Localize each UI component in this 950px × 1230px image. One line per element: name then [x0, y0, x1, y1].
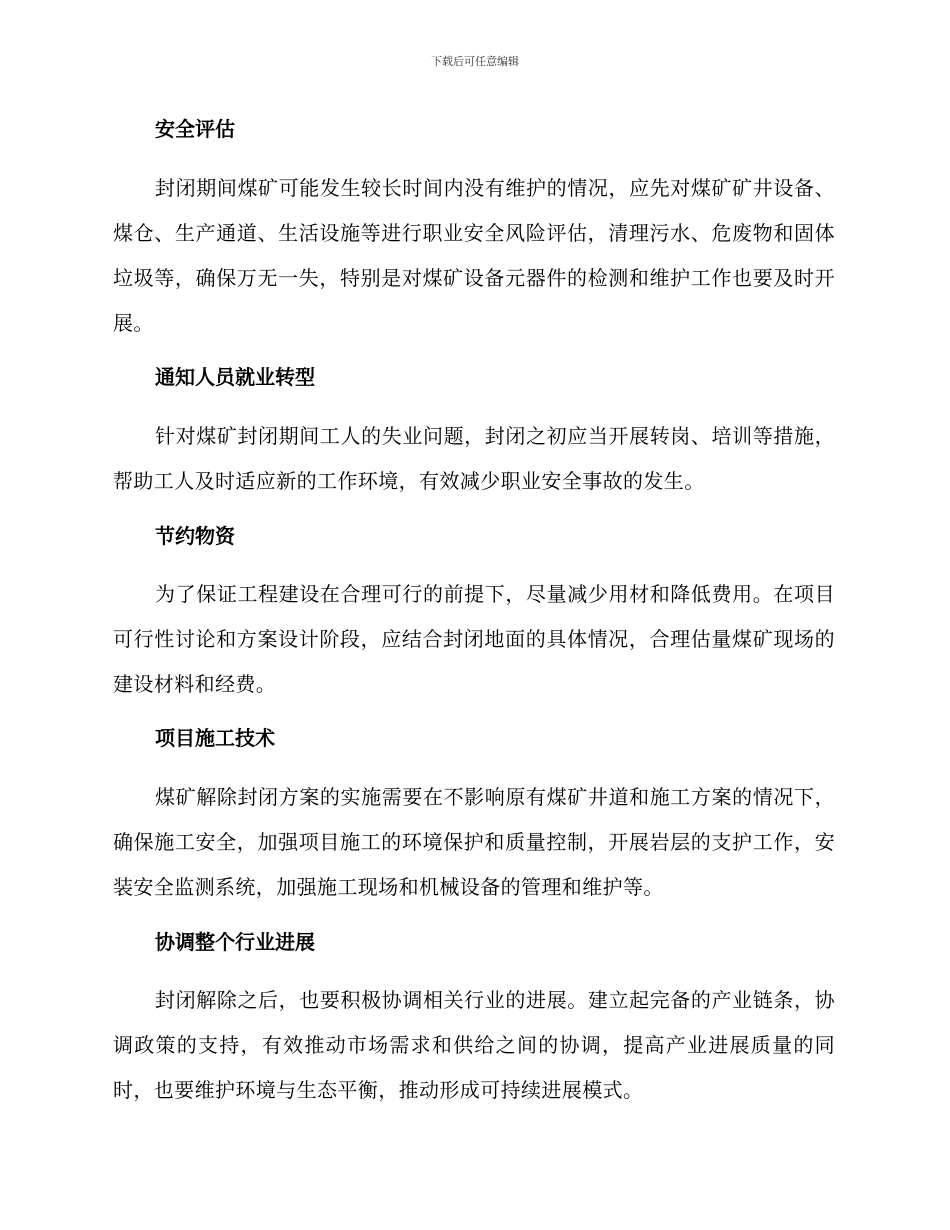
document-body	[113, 111, 835, 1113]
section-body-safety-assessment: 封闭期间煤矿可能发生较长时间内没有维护的情况，应先对煤矿矿井设备、煤仓、生产通道、生活设施等进行职业安全风险评估，清理污水、危废物和固体垃圾等，确保万无一失，特别是对煤矿设备元器件的检测和维护工作也要及时开展。	[113, 176, 835, 335]
section-heading-safety-assessment: 安全评估	[155, 117, 235, 141]
page-header: 下载后可任意编辑	[431, 55, 519, 68]
section-body-save-materials: 为了保证工程建设在合理可行的前提下，尽量减少用材和降低费用。在项目可行性讨论和方案设计阶段，应结合封闭地面的具体情况，合理估量煤矿现场的建设材料和经费。	[113, 582, 835, 696]
section-body-employment-transition: 针对煤矿封闭期间工人的失业问题，封闭之初应当开展转岗、培训等措施，帮助工人及时适应新的工作环境，有效减少职业安全事故的发生。	[113, 424, 835, 493]
section-heading-industry-coordination: 协调整个行业进展	[155, 930, 315, 954]
section-heading-employment-transition: 通知人员就业转型	[155, 365, 315, 389]
section-body-construction-technology: 煤矿解除封闭方案的实施需要在不影响原有煤矿井道和施工方案的情况下，确保施工安全，加强项目施工的环境保护和质量控制，开展岩层的支护工作，安装安全监测系统，加强施工现场和机械设备的管理和维护等。	[113, 785, 835, 899]
section-body-industry-coordination: 封闭解除之后，也要积极协调相关行业的进展。建立起完备的产业链条，协调政策的支持，有效推动市场需求和供给之间的协调，提高产业进展质量的同时，也要维护环境与生态平衡，推动形成可持续进展模式。	[113, 988, 835, 1102]
section-heading-construction-technology: 项目施工技术	[155, 726, 275, 750]
section-heading-save-materials: 节约物资	[155, 524, 235, 548]
